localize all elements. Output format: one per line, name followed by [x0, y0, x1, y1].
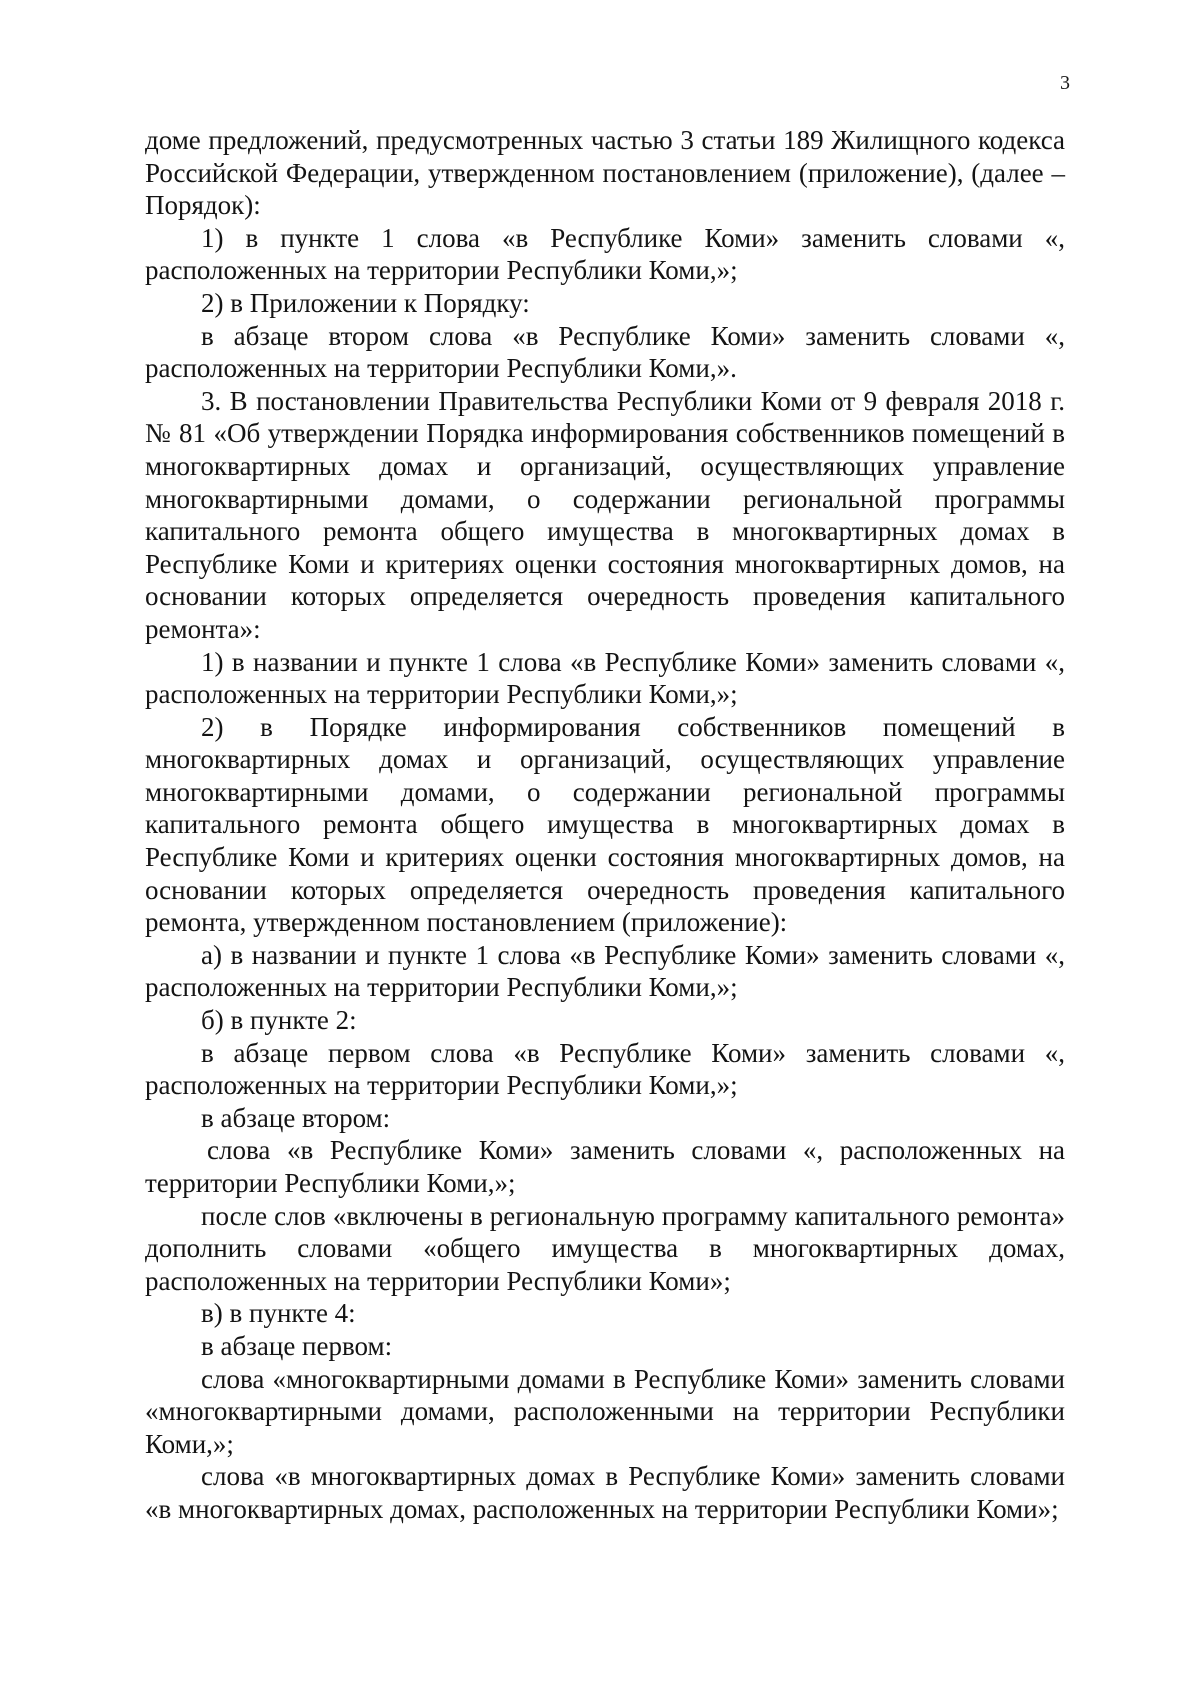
paragraph-item-2-detail: в абзаце втором слова «в Республике Коми» заменить словами «, расположенных на территории Республики Коми,». [145, 320, 1065, 384]
paragraph-section-3-item-2: 2) в Порядке информирования собственников помещений в многоквартирных домах и организаций, осуществляющих управление многоквартирными домами, о содержании региональной программы капитального ремонта общего имущества в многоквартирных домах в Республике Коми и критериях оценки состояния многоквартирных домов, на основании которых определяется очередность проведения капитального ремонта, утвержденном постановлением (приложение): [145, 711, 1065, 938]
paragraph-subitem-v-words-1: слова «многоквартирными домами в Республике Коми» заменить словами «многоквартирными домами, расположенными на территории Республики Коми,»; [145, 1363, 1065, 1459]
paragraph-subitem-b-second-words: слова «в Республике Коми» заменить словами «, расположенных на территории Республики Коми,»; [145, 1135, 1065, 1198]
paragraph-subitem-a: а) в названии и пункте 1 слова «в Республике Коми» заменить словами «, расположенных на территории Республики Коми,»; [145, 939, 1065, 1003]
paragraph-continuation: доме предложений, предусмотренных частью 3 статьи 189 Жилищного кодекса Российской Федерации, утвержденном постановлением (приложение), (далее – Порядок): [145, 125, 1065, 221]
paragraph-subitem-b: б) в пункте 2: [201, 1005, 357, 1036]
page-number: 3 [1060, 72, 1070, 94]
paragraph-section-3-item-1: 1) в названии и пункте 1 слова «в Республике Коми» заменить словами «, расположенных на территории Республики Коми,»; [145, 646, 1065, 710]
paragraph-item-2: 2) в Приложении к Порядку: [201, 287, 530, 318]
paragraph-item-1: 1) в пункте 1 слова «в Республике Коми» заменить словами «, расположенных на территории Республики Коми,»; [145, 222, 1065, 286]
paragraph-subitem-v-first: в абзаце первом: [201, 1330, 393, 1361]
paragraph-section-3: 3. В постановлении Правительства Республики Коми от 9 февраля 2018 г. № 81 «Об утверждении Порядка информирования собственников помещений в многоквартирных домах и организаций, осуществляющих управление многоквартирными домами, о содержании региональной программы капитального ремонта общего имущества в многоквартирных домах в Республике Коми и критериях оценки состояния многоквартирных домов, на основании которых определяется очередность проведения капитального ремонта»: [145, 385, 1065, 644]
paragraph-subitem-b-first: в абзаце первом слова «в Республике Коми» заменить словами «, расположенных на территории Республики Коми,»; [145, 1037, 1065, 1101]
paragraph-subitem-v-words-2: слова «в многоквартирных домах в Республике Коми» заменить словами «в многоквартирных домах, расположенных на территории Республики Коми»; [145, 1461, 1065, 1524]
document-body [145, 124, 1065, 1526]
paragraph-subitem-b-second-after: после слов «включены в региональную программу капитального ремонта» дополнить словами «общего имущества в многоквартирных домах, расположенных на территории Республики Коми»; [145, 1200, 1065, 1296]
paragraph-subitem-b-second: в абзаце втором: [201, 1102, 391, 1133]
paragraph-subitem-v: в) в пункте 4: [201, 1298, 356, 1329]
